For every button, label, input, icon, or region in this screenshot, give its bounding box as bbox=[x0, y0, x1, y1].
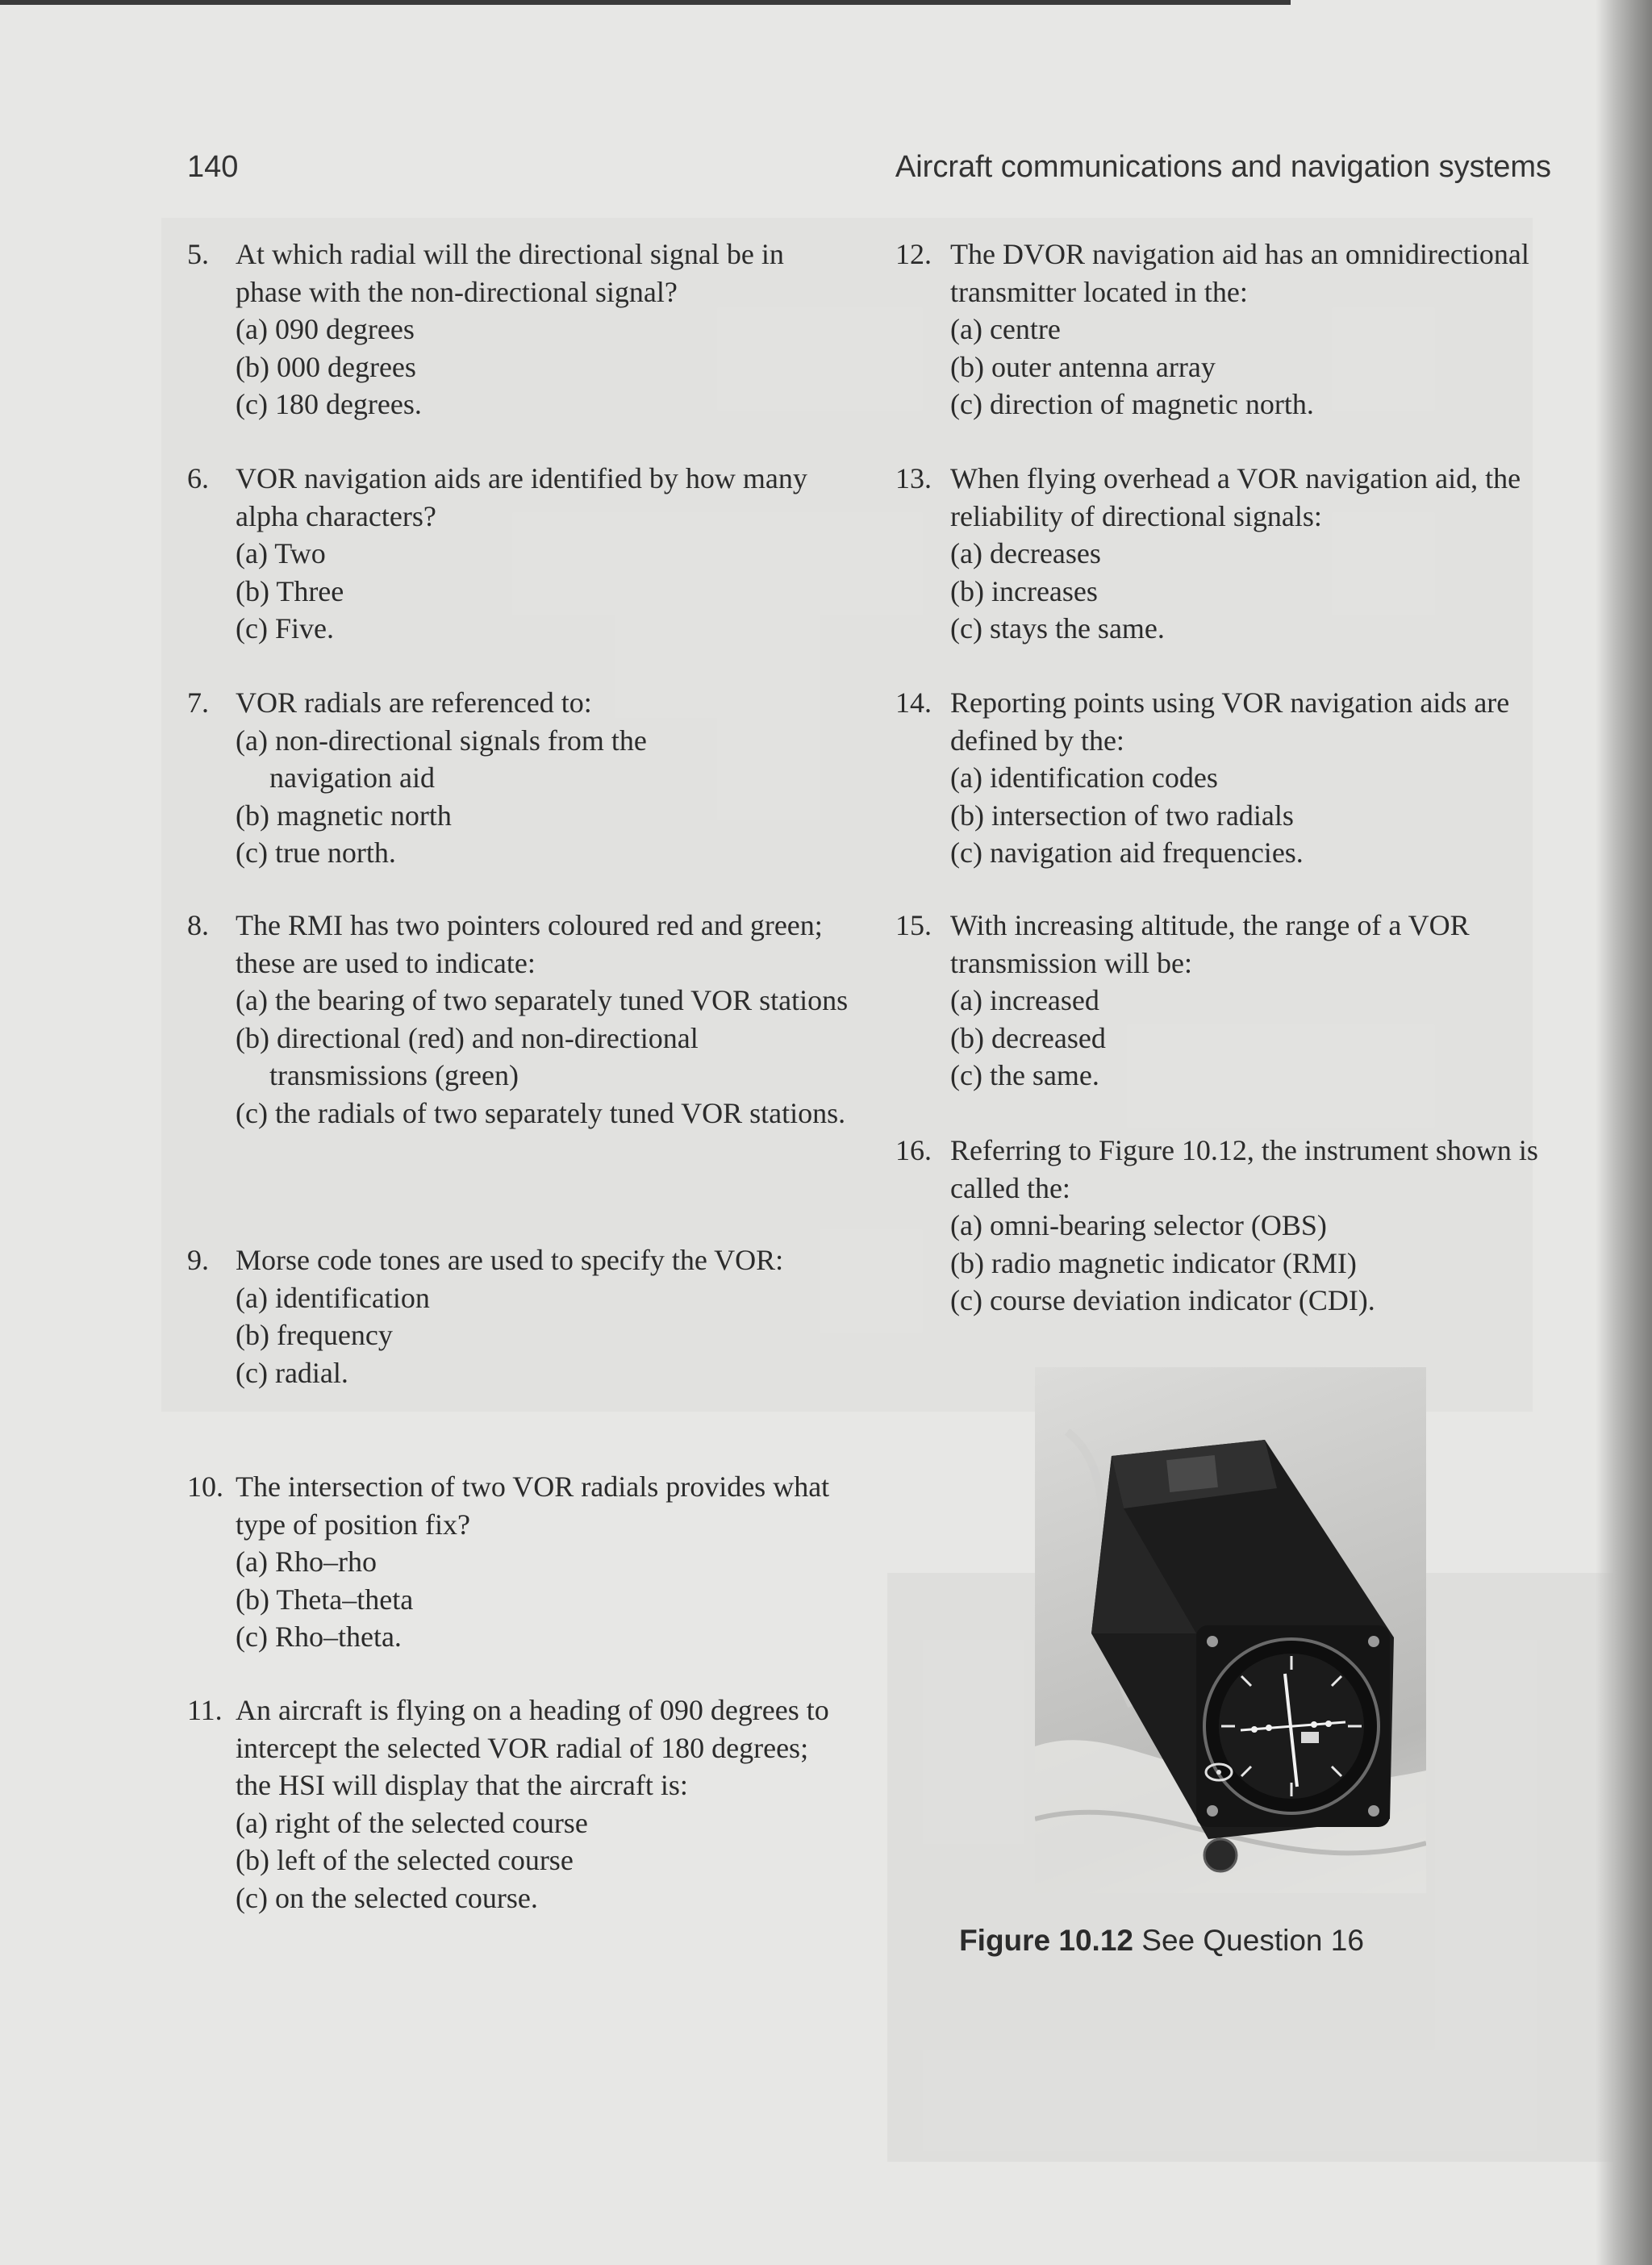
figure-caption-text: See Question 16 bbox=[1141, 1924, 1364, 1957]
question-stem: With increasing altitude, the range of a VOR transmission will be: bbox=[950, 909, 1470, 979]
question-11 bbox=[187, 1691, 857, 1917]
option-c: (c) 180 degrees. bbox=[236, 388, 422, 420]
question-6 bbox=[187, 460, 857, 648]
option-c: (c) true north. bbox=[236, 836, 396, 869]
question-stem: The RMI has two pointers coloured red and green; these are used to indicate: bbox=[236, 909, 823, 979]
question-number: 9. bbox=[187, 1244, 209, 1276]
question-number: 7. bbox=[187, 686, 209, 719]
question-number: 10. bbox=[187, 1470, 223, 1503]
question-stem: Morse code tones are used to specify the VOR: bbox=[236, 1244, 784, 1276]
option-a: (a) omni-bearing selector (OBS) bbox=[950, 1209, 1327, 1241]
running-title: Aircraft communications and navigation systems bbox=[895, 150, 1551, 184]
option-c: (c) Five. bbox=[236, 612, 334, 644]
option-b: (b) magnetic north bbox=[236, 799, 452, 832]
option-c: (c) course deviation indicator (CDI). bbox=[950, 1284, 1375, 1316]
instrument-photo bbox=[1035, 1367, 1426, 1893]
option-c: (c) navigation aid frequencies. bbox=[950, 836, 1304, 869]
question-number: 12. bbox=[895, 238, 932, 270]
option-b: (b) increases bbox=[950, 574, 1098, 607]
question-number: 11. bbox=[187, 1694, 223, 1726]
option-a: (a) identification bbox=[236, 1281, 430, 1314]
option-c: (c) the same. bbox=[950, 1059, 1099, 1091]
option-b: (b) intersection of two radials bbox=[950, 799, 1294, 832]
question-stem: VOR navigation aids are identified by how many alpha characters? bbox=[236, 462, 807, 532]
question-stem: The DVOR navigation aid has an omnidirectional transmitter located in the: bbox=[950, 238, 1529, 308]
question-12 bbox=[895, 236, 1565, 423]
top-rule bbox=[0, 0, 1291, 5]
question-15 bbox=[895, 907, 1565, 1095]
question-8 bbox=[187, 907, 857, 1132]
question-7 bbox=[187, 684, 857, 872]
option-a: (a) right of the selected course bbox=[236, 1806, 588, 1839]
question-stem: VOR radials are referenced to: bbox=[236, 686, 592, 719]
option-a: (a) the bearing of two separately tuned VOR stations bbox=[236, 984, 849, 1016]
option-c: (c) stays the same. bbox=[950, 612, 1165, 644]
figure-caption bbox=[936, 1924, 1387, 1958]
cdi-instrument-illustration bbox=[1035, 1367, 1426, 1893]
option-c: (c) Rho–theta. bbox=[236, 1621, 402, 1653]
option-b: (b) directional (red) and non-directional transmissions (green) bbox=[236, 1021, 699, 1091]
option-b: (b) Three bbox=[236, 574, 344, 607]
question-number: 16. bbox=[895, 1134, 932, 1166]
option-a: (a) 090 degrees bbox=[236, 313, 415, 345]
option-c: (c) on the selected course. bbox=[236, 1881, 538, 1914]
option-a: (a) decreases bbox=[950, 537, 1101, 569]
question-stem: An aircraft is flying on a heading of 090 degrees to intercept the selected VOR radial of 180 degrees; the HSI will display that the aircraft is: bbox=[236, 1694, 829, 1801]
question-5 bbox=[187, 236, 857, 423]
question-14 bbox=[895, 684, 1565, 872]
question-stem: The intersection of two VOR radials provides what type of position fix? bbox=[236, 1470, 830, 1541]
option-b: (b) outer antenna array bbox=[950, 350, 1216, 383]
question-9 bbox=[187, 1241, 857, 1391]
option-b: (b) Theta–theta bbox=[236, 1583, 414, 1616]
figure-label: Figure 10.12 bbox=[959, 1924, 1133, 1957]
option-c: (c) direction of magnetic north. bbox=[950, 388, 1314, 420]
option-b: (b) left of the selected course bbox=[236, 1844, 574, 1876]
option-b: (b) radio magnetic indicator (RMI) bbox=[950, 1246, 1357, 1279]
option-a: (a) non-directional signals from the navigation aid bbox=[236, 724, 647, 794]
option-c: (c) radial. bbox=[236, 1356, 348, 1389]
question-16 bbox=[895, 1132, 1565, 1320]
option-c: (c) the radials of two separately tuned VOR stations. bbox=[236, 1096, 846, 1129]
option-a: (a) Rho–rho bbox=[236, 1545, 377, 1578]
question-number: 5. bbox=[187, 238, 209, 270]
option-a: (a) Two bbox=[236, 537, 326, 569]
option-b: (b) frequency bbox=[236, 1319, 393, 1351]
question-number: 15. bbox=[895, 909, 932, 941]
question-10 bbox=[187, 1468, 857, 1656]
option-b: (b) 000 degrees bbox=[236, 350, 416, 383]
question-number: 14. bbox=[895, 686, 932, 719]
question-stem: When flying overhead a VOR navigation aid, the reliability of directional signals: bbox=[950, 462, 1521, 532]
question-13 bbox=[895, 460, 1565, 648]
option-a: (a) centre bbox=[950, 313, 1061, 345]
option-b: (b) decreased bbox=[950, 1021, 1106, 1054]
question-number: 13. bbox=[895, 462, 932, 494]
option-a: (a) increased bbox=[950, 984, 1099, 1016]
page-number: 140 bbox=[187, 150, 239, 184]
question-stem: At which radial will the directional signal be in phase with the non-directional signal? bbox=[236, 238, 784, 308]
book-spine-shadow bbox=[1596, 0, 1652, 2265]
question-number: 8. bbox=[187, 909, 209, 941]
option-a: (a) identification codes bbox=[950, 761, 1218, 794]
question-stem: Reporting points using VOR navigation aids are defined by the: bbox=[950, 686, 1510, 757]
question-stem: Referring to Figure 10.12, the instrument shown is called the: bbox=[950, 1134, 1538, 1204]
question-number: 6. bbox=[187, 462, 209, 494]
